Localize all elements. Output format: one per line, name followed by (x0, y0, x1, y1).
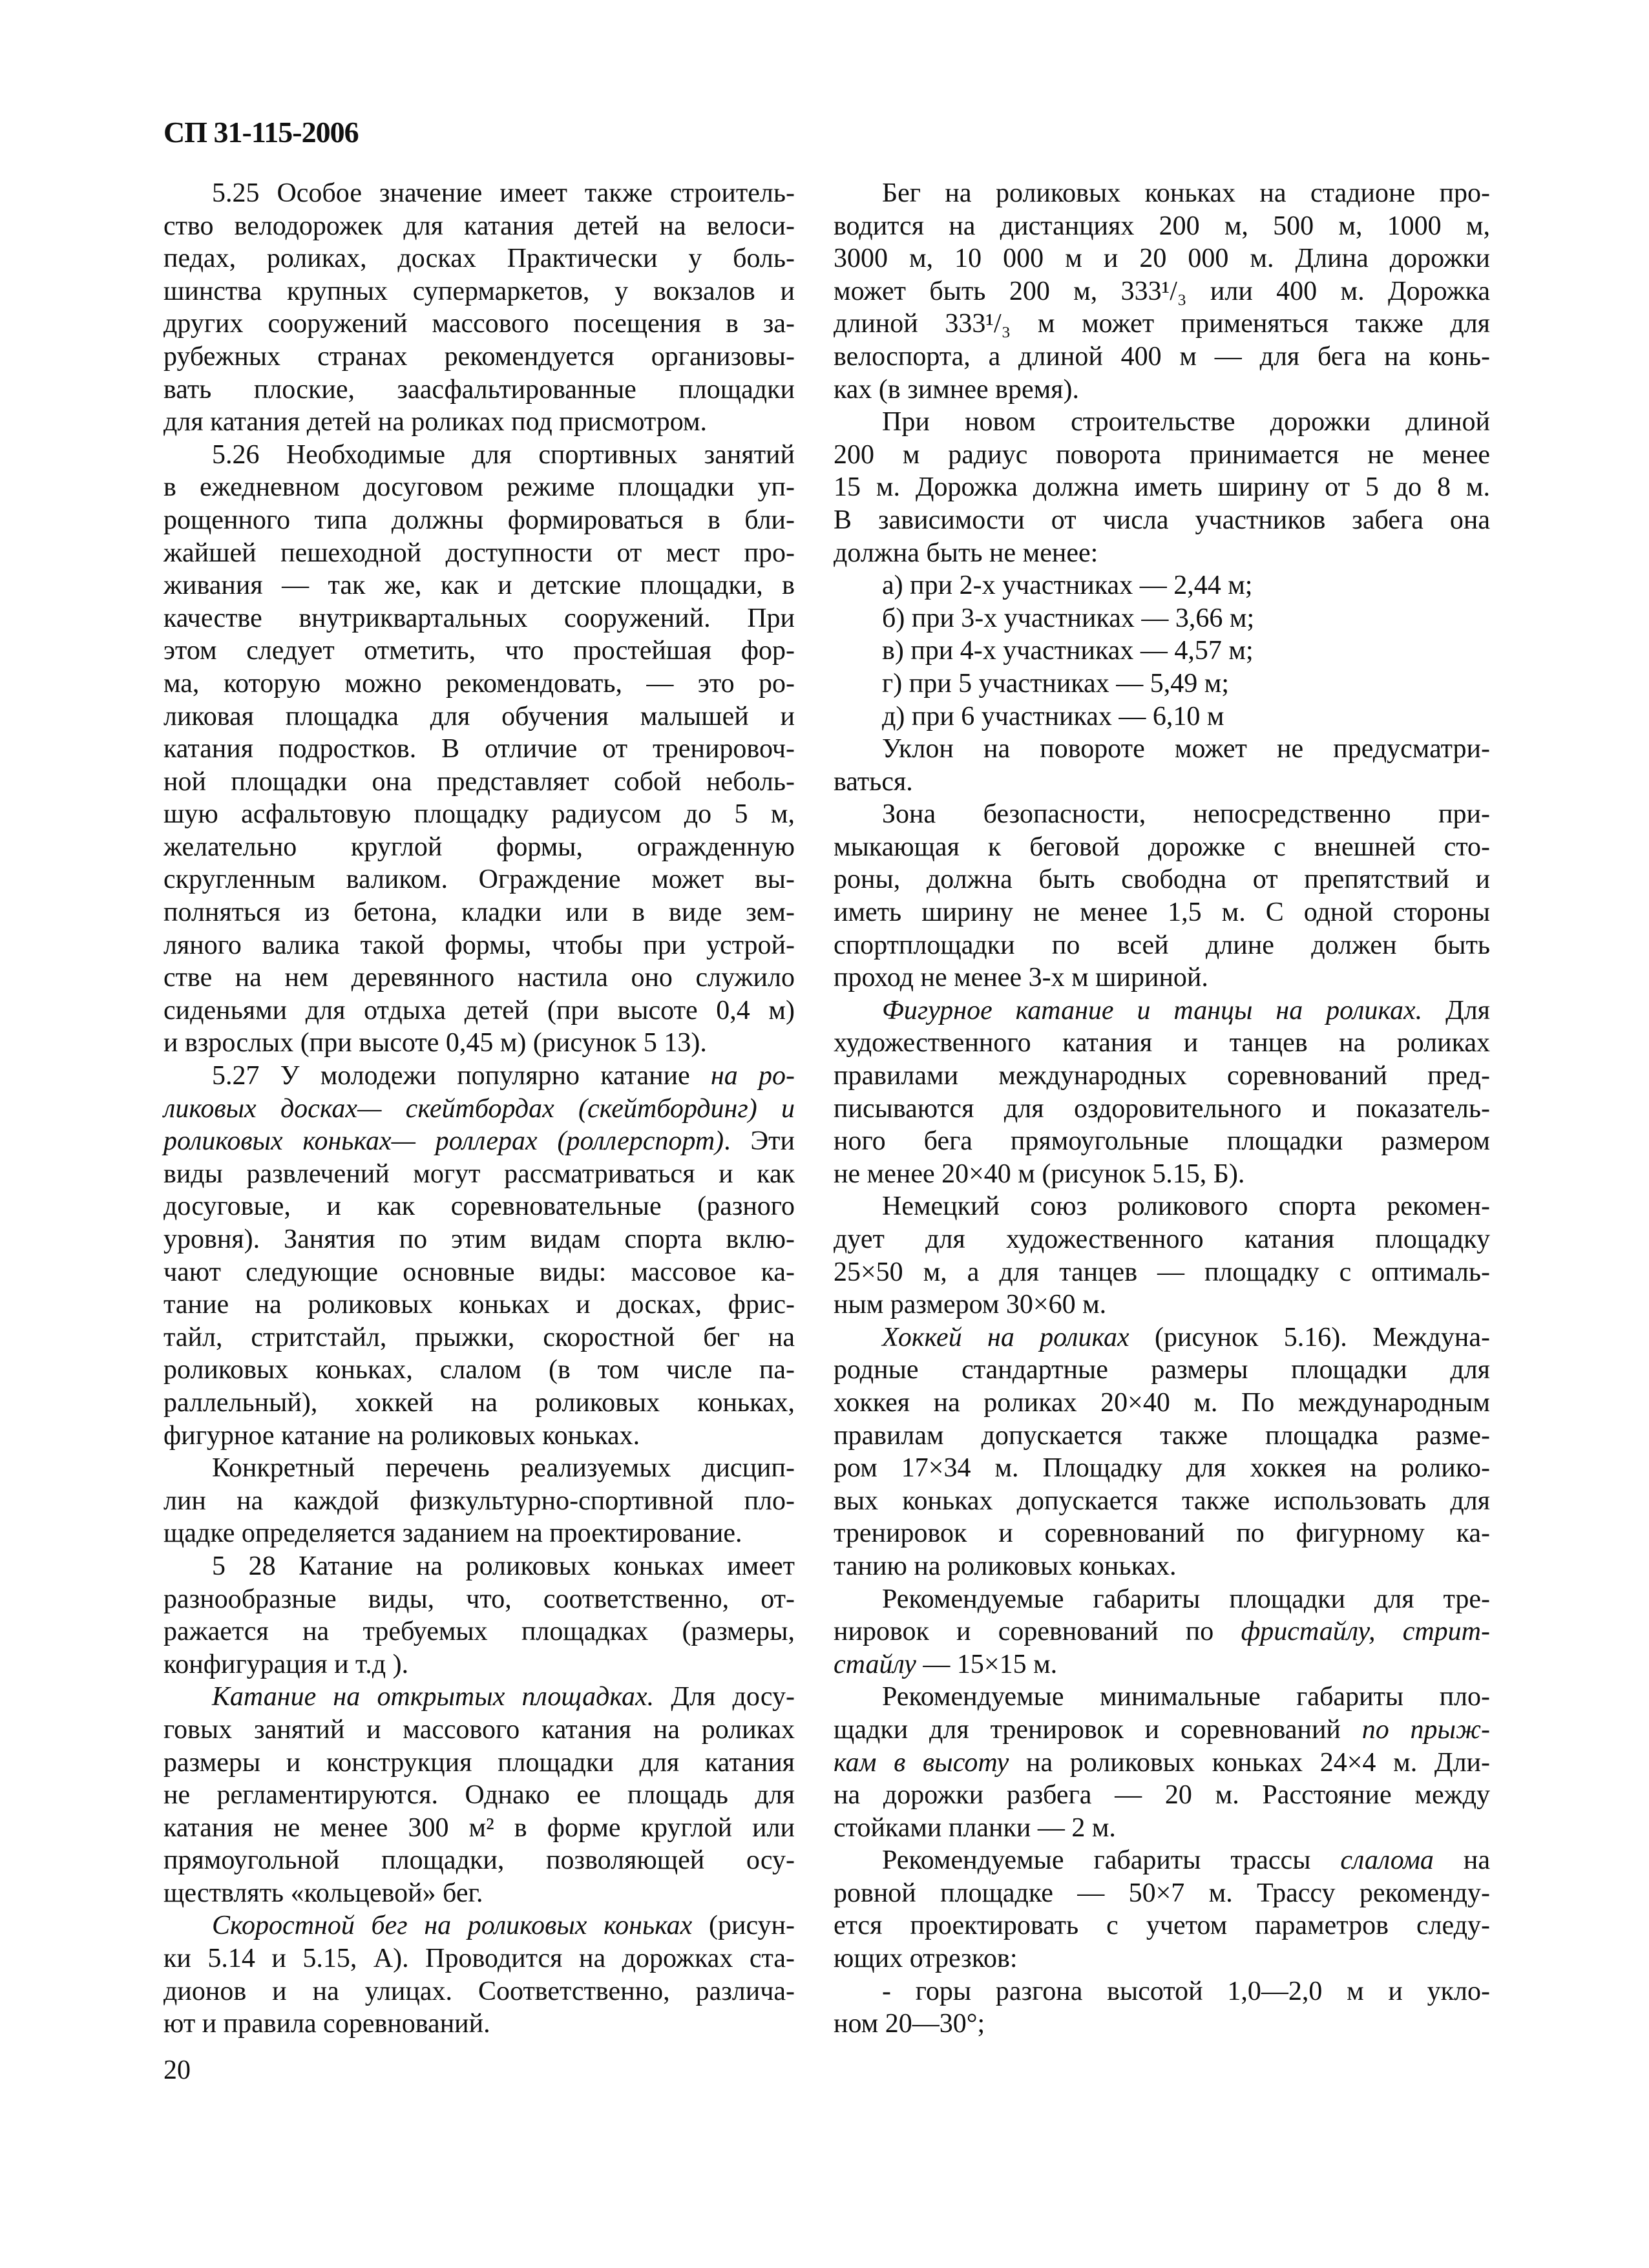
text-line: тайл, стритстайл, прыжки, скоростной бег на (163, 1322, 795, 1352)
paragraph (834, 1583, 1490, 1681)
text-line: ваться. (834, 766, 913, 797)
text-segment: — 15×15 м. (916, 1649, 1058, 1679)
text-line: может быть 200 м, 333¹/₃ или 400 м. Дорожка (834, 276, 1490, 306)
text-line: правилами международных соревнований пред- (834, 1061, 1490, 1091)
text-line: должна быть не менее: (834, 538, 1098, 568)
text-line: родные стандартные размеры площадки для (834, 1355, 1490, 1385)
text-line: ным размером 30×60 м. (834, 1290, 1107, 1320)
text-segment: Для досу- (654, 1682, 795, 1712)
text-line: ки 5.14 и 5.15, А). Проводится на дорожках ста- (163, 1944, 795, 1974)
text-line: 15 м. Дорожка должна иметь ширину от 5 до 8 м. (834, 472, 1490, 503)
text-line: 5.26 Необходимые для спортивных занятий (212, 439, 795, 470)
italic-term: слалома (1340, 1845, 1434, 1876)
text-line: шую асфальтовую площадку радиусом до 5 м, (163, 799, 795, 830)
italic-term: ликовых досках— скейтбордах (скейтбординг) и (163, 1093, 795, 1124)
text-line: вых коньках допускается также использовать для (834, 1486, 1490, 1516)
paragraph (834, 1975, 1490, 2041)
text-line: При новом строительстве дорожки длиной (882, 407, 1490, 437)
text-line: 200 м радиус поворота принимается не менее (834, 439, 1490, 470)
text-line: велоспорта, а длиной 400 м — для бега на конь- (834, 341, 1490, 372)
text-line: хоккея на роликах 20×40 м. По международным (834, 1387, 1490, 1418)
text-segment: (рисун- (692, 1911, 795, 1941)
text-line: этом следует отметить, что простейшая фор- (163, 636, 795, 666)
text-line (834, 1714, 1490, 1747)
paragraph (163, 1681, 795, 1909)
list (834, 569, 1490, 733)
text-line: чают следующие основные виды: массовое ка- (163, 1257, 795, 1287)
text-column-right (834, 177, 1490, 2041)
text-line: рубежных странах рекомендуется организовы- (163, 341, 795, 372)
paragraph (834, 177, 1490, 406)
text-line: В зависимости от числа участников забега она (834, 505, 1490, 535)
text-line (163, 1125, 795, 1158)
text-line: ма, которую можно рекомендовать, — это ро- (163, 668, 795, 698)
text-line: живания — так же, как и детские площадки, в (163, 571, 795, 601)
text-segment: . Эти (724, 1126, 795, 1157)
text-line: ражается на требуемых площадках (размеры, (163, 1617, 795, 1647)
text-segment: Для (1422, 995, 1490, 1025)
document-code-header: СП 31-115-2006 (163, 116, 359, 149)
text-line: в ежедневном досуговом режиме площадки уп- (163, 472, 795, 503)
italic-term: Хоккей на роликах (882, 1322, 1129, 1352)
text-segment: нировок и соревнований по (834, 1617, 1241, 1647)
text-line: тренировок и соревнований по фигурному ка- (834, 1518, 1490, 1549)
text-line: танию на роликовых коньках. (834, 1551, 1177, 1581)
list-item: б) при 3-х участниках — 3,66 м; (882, 603, 1255, 633)
text-line: уровня). Занятия по этим видам спорта вклю- (163, 1224, 795, 1254)
text-line: стве на нем деревянного настила оно служило (163, 963, 795, 993)
text-line: разнообразные виды, что, соответственно, от- (163, 1584, 795, 1614)
text-line: Конкретный перечень реализуемых дисцип- (212, 1453, 795, 1484)
text-line: досуговые, и как соревновательные (разного (163, 1192, 795, 1222)
text-line: прямоугольной площадки, позволяющей осу- (163, 1845, 795, 1876)
text-line: щадке определяется заданием на проектирование. (163, 1518, 742, 1549)
list-item: в) при 4-х участниках — 4,57 м; (882, 636, 1254, 666)
text-line: ровной площадке — 50×7 м. Трассу рекоменду- (834, 1878, 1490, 1908)
text-line (834, 1844, 1490, 1877)
text-line: желательно круглой формы, огражденную (163, 832, 795, 862)
text-line: Бег на роликовых коньках на стадионе про- (882, 178, 1490, 208)
text-line: скругленным валиком. Ограждение может вы- (163, 865, 795, 895)
text-segment: 5.27 У молодежи популярно катание (212, 1061, 711, 1091)
text-line: размеры и конструкция площадки для катания (163, 1747, 795, 1778)
text-line: 5 28 Катание на роликовых коньках имеет (212, 1551, 795, 1581)
text-line: ного бега прямоугольные площадки размером (834, 1126, 1490, 1157)
italic-term: Скоростной бег на роликовых коньках (212, 1911, 693, 1941)
paragraph (834, 1681, 1490, 1844)
text-line: педах, роликах, досках Практически у боль- (163, 244, 795, 274)
text-line: - горы разгона высотой 1,0—2,0 м и укло- (882, 1976, 1490, 2006)
text-segment: Рекомендуемые габариты трассы (882, 1845, 1341, 1876)
paragraph (834, 1321, 1490, 1583)
italic-term: стайлу (834, 1649, 916, 1679)
italic-term: по прыж- (1361, 1714, 1490, 1745)
text-line: на дорожки разбега — 20 м. Расстояние между (834, 1780, 1490, 1811)
text-line: 3000 м, 10 000 м и 20 000 м. Длина дорожки (834, 244, 1490, 274)
text-line (163, 1681, 795, 1714)
text-line: раллельный), хоккей на роликовых коньках, (163, 1387, 795, 1418)
list-item: г) при 5 участниках — 5,49 м; (882, 668, 1230, 698)
paragraph (834, 1844, 1490, 1975)
text-line: качестве внутриквартальных сооружений. При (163, 603, 795, 633)
text-segment: (рисунок 5.16). Междуна- (1129, 1322, 1490, 1352)
text-line: рощенного типа должны формироваться в бли- (163, 505, 795, 535)
text-line (163, 1060, 795, 1093)
text-line: ляного валика такой формы, чтобы при устрой- (163, 930, 795, 960)
text-line: ром 17×34 м. Площадку для хоккея на ролико- (834, 1453, 1490, 1484)
text-line: виды развлечений могут рассматриваться и как (163, 1159, 795, 1189)
text-line: катания не менее 300 м² в форме круглой или (163, 1812, 795, 1843)
text-line: писываются для оздоровительного и показатель- (834, 1093, 1490, 1124)
text-line: ках (в зимнее время). (834, 374, 1079, 404)
text-line (163, 1909, 795, 1942)
text-line: Рекомендуемые габариты площадки для тре- (882, 1584, 1490, 1614)
text-line: 25×50 м, а для танцев — площадку с оптималь- (834, 1257, 1490, 1287)
text-line: ной площадки она представляет собой неболь- (163, 766, 795, 797)
text-line: фигурное катание на роликовых коньках. (163, 1420, 640, 1451)
text-line (834, 1747, 1490, 1780)
text-line: роликовых коньках, слалом (в том числе па- (163, 1355, 795, 1385)
text-line: катания подростков. В отличие от тренировоч- (163, 734, 795, 764)
text-line: роны, должна быть свободна от препятствий и (834, 865, 1490, 895)
text-line: не регламентируются. Однако ее площадь для (163, 1780, 795, 1811)
text-line: 5.25 Особое значение имеет также строитель- (212, 178, 795, 208)
paragraph (163, 1060, 795, 1452)
text-line: художественного катания и танцев на роликах (834, 1028, 1490, 1058)
text-line: Зона безопасности, непосредственно при- (882, 799, 1490, 830)
text-line (834, 1615, 1490, 1648)
page-number: 20 (163, 2055, 191, 2085)
text-line: для катания детей на роликах под присмотром. (163, 407, 708, 437)
text-line: дует для художественного катания площадку (834, 1224, 1490, 1254)
italic-term: на ро- (710, 1061, 795, 1091)
text-line: ство велодорожек для катания детей на велоси- (163, 211, 795, 241)
text-segment: на роликовых коньках 24×4 м. Дли- (1009, 1747, 1490, 1778)
list-item: д) при 6 участниках — 6,10 м (882, 701, 1224, 731)
text-line: стойками планки — 2 м. (834, 1812, 1116, 1843)
text-line (834, 1648, 1490, 1681)
text-line: и взрослых (при высоте 0,45 м) (рисунок 5 13). (163, 1028, 707, 1058)
italic-term: Фигурное катание и танцы на роликах. (882, 995, 1423, 1025)
paragraph (834, 1190, 1490, 1321)
text-line (834, 994, 1490, 1027)
text-line: проход не менее 3-х м шириной. (834, 963, 1208, 993)
text-line: не менее 20×40 м (рисунок 5.15, Б). (834, 1159, 1245, 1189)
paragraph (163, 439, 795, 1060)
text-line: ликовая площадка для обучения малышей и (163, 701, 795, 731)
text-column-left (163, 177, 795, 2041)
text-line: дионов и на улицах. Соответственно, различа- (163, 1976, 795, 2006)
text-line: ется проектировать с учетом параметров следу- (834, 1911, 1490, 1941)
text-line: сиденьями для отдыха детей (при высоте 0,4 м) (163, 995, 795, 1025)
text-line: длиной 333¹/₃ м может применяться также для (834, 309, 1490, 339)
text-line: вать плоские, заасфальтированные площадки (163, 374, 795, 404)
text-line: других сооружений массового посещения в за- (163, 309, 795, 339)
text-line: Уклон на повороте может не предусматри- (882, 734, 1490, 764)
text-line: Немецкий союз роликового спорта рекомен- (882, 1192, 1490, 1222)
text-line: лин на каждой физкультурно-спортивной пло- (163, 1486, 795, 1516)
text-line: ют и правила соревнований. (163, 2009, 490, 2039)
paragraph (834, 798, 1490, 994)
text-segment: щадки для тренировок и соревнований (834, 1714, 1362, 1745)
paragraph (163, 1550, 795, 1681)
text-line: спортплощадки по всей длине должен быть (834, 930, 1490, 960)
italic-term: кам в высоту (834, 1747, 1009, 1778)
paragraph (163, 1909, 795, 2040)
text-line: правилам допускается также площадка разме- (834, 1420, 1490, 1451)
text-line: водится на дистанциях 200 м, 500 м, 1000 м, (834, 211, 1490, 241)
paragraph (834, 994, 1490, 1191)
italic-term: фристайлу, стрит- (1241, 1617, 1491, 1647)
text-segment: на (1433, 1845, 1491, 1876)
paragraph (163, 1452, 795, 1550)
italic-term: роликовых коньках— роллерах (роллерспорт) (163, 1126, 724, 1157)
italic-term: Катание на открытых площадках. (212, 1682, 655, 1712)
text-line (163, 1093, 795, 1126)
text-line: Рекомендуемые минимальные габариты пло- (882, 1682, 1490, 1712)
text-line (834, 1321, 1490, 1354)
text-line: полняться из бетона, кладки или в виде зем- (163, 898, 795, 928)
text-line: тание на роликовых коньках и досках, фрис- (163, 1290, 795, 1320)
text-line: говых занятий и массового катания на роликах (163, 1714, 795, 1745)
text-line: ном 20—30°; (834, 2009, 985, 2039)
text-line: ющих отрезков: (834, 1944, 1018, 1974)
text-line: иметь ширину не менее 1,5 м. С одной стороны (834, 898, 1490, 928)
text-line: ществлять «кольцевой» бег. (163, 1878, 483, 1908)
text-line: жайшей пешеходной доступности от мест про- (163, 538, 795, 568)
paragraph (163, 177, 795, 439)
text-line: шинства крупных супермаркетов, у вокзалов и (163, 276, 795, 306)
paragraph (834, 733, 1490, 798)
list-item: а) при 2-х участниках — 2,44 м; (882, 571, 1253, 601)
paragraph (834, 406, 1490, 569)
text-line: конфигурация и т.д ). (163, 1649, 409, 1679)
text-line: мыкающая к беговой дорожке с внешней сто- (834, 832, 1490, 862)
